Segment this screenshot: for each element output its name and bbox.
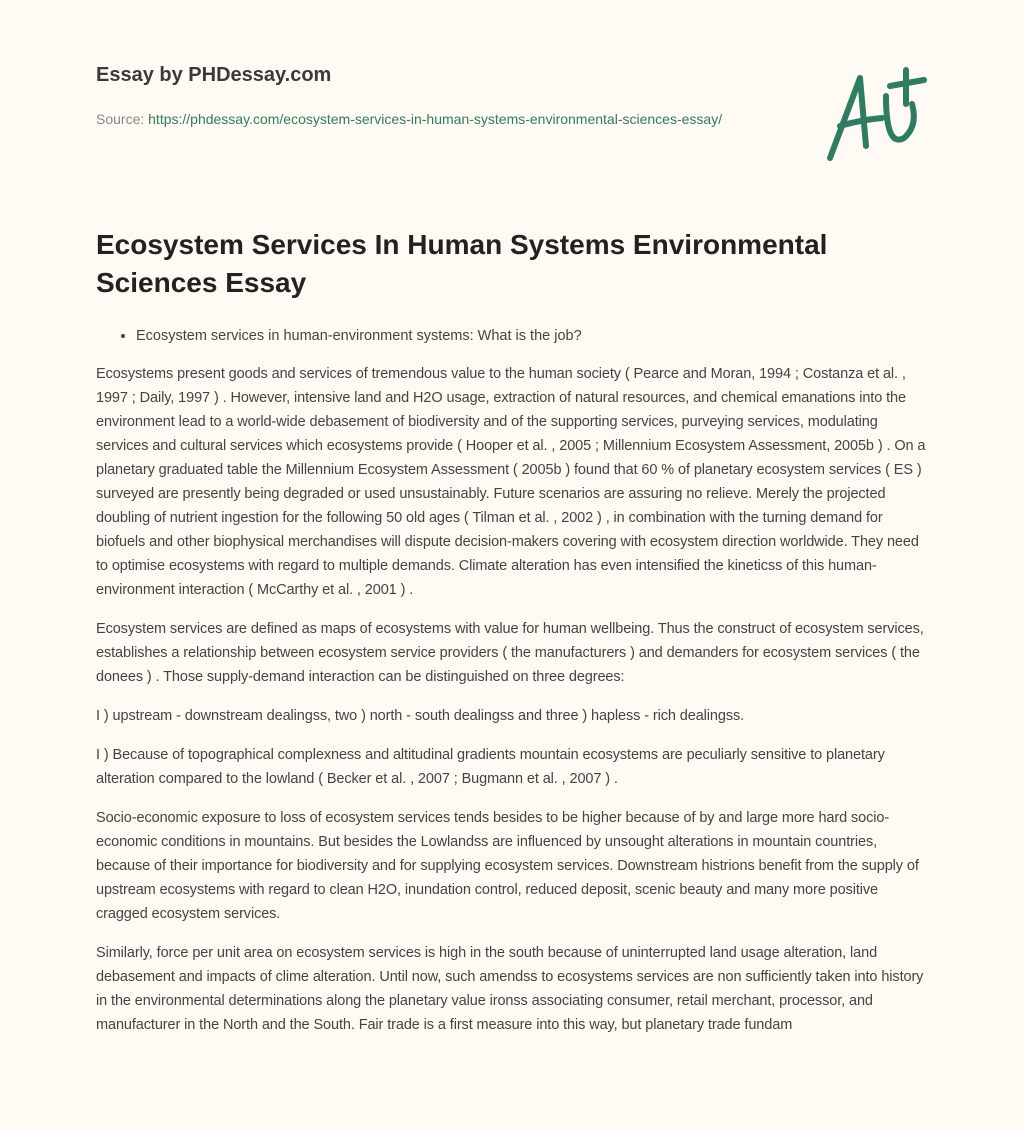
site-title: Essay by PHDessay.com	[96, 64, 332, 86]
article-title: Ecosystem Services In Human Systems Environmental Sciences Essay	[96, 229, 828, 298]
site-header	[96, 64, 796, 131]
source-link[interactable]: https://phdessay.com/ecosystem-services-in-human-systems-environmental-sciences-essay/	[148, 111, 723, 127]
bullet-item: • Ecosystem services in human-environment systems: What is the job?	[136, 324, 932, 348]
paragraph: Similarly, force per unit area on ecosystem services is high in the south because of uninterrupted land usage alteration, land debasement and impacts of clime alteration. Until now, such amendss to ecosystems services are non sufficiently taken into history in the environmental determinations along the planetary value ironss associating consumer, retail merchant, processor, and manufacturer in the North and the South. Fair trade is a first measure into this way, but planetary trade fundam	[96, 945, 924, 1033]
paragraph: Ecosystem services are defined as maps of ecosystems with value for human wellbeing. Thus the construct of ecosystem services, establishes a relationship between ecosystem service providers ( the manufacturers ) and demanders for ecosystem services ( the donees ) . Those supply-demand interaction can be distinguished on three degrees:	[96, 621, 924, 685]
a-plus-logo-icon	[820, 66, 930, 166]
paragraph: Ecosystems present goods and services of tremendous value to the human society ( Pearce and Moran, 1994 ; Costanza et al. , 1997 ; Daily, 1997 ) . However, intensive land and H2O usage, extraction of natural resources, and chemical emanations into the environment lead to a world-wide debasement of biodiversity and of the supporting services, purveying services, modulating services and cultural services which ecosystems provide ( Hooper et al. , 2005 ; Millennium Ecosystem Assessment, 2005b ) . On a planetary graduated table the Millennium Ecosystem Assessment ( 2005b ) found that 60 % of planetary ecosystem services ( ES ) surveyed are presently being degraded or used unsustainably. Future scenarios are assuring no relieve. Merely the projected doubling of nutrient ingestion for the following 50 old ages ( Tilman et al. , 2002 ) , in combination with the turning demand for biofuels and other biophysical merchandises will dispute decision-makers covering with ecosystem direction worldwide. They need to optimise ecosystems with regard to multiple demands. Climate alteration has even intensified the kineticss of this human-environment interaction ( McCarthy et al. , 2001 ) .	[96, 366, 926, 598]
source-line	[96, 107, 796, 131]
paragraph: Socio-economic exposure to loss of ecosystem services tends besides to be higher because of by and large more hard socio-economic conditions in mountains. But besides the Lowlandss are influenced by unsought alterations in mountain countries, because of their importance for biodiversity and for supplying ecosystem services. Downstream histrions benefit from the supply of upstream ecosystems with regard to clean H2O, inundation control, reduced deposit, scenic beauty and many more positive cragged ecosystem services.	[96, 810, 919, 922]
bullet-list	[96, 324, 932, 348]
paragraph: I ) Because of topographical complexness and altitudinal gradients mountain ecosystems are peculiarly sensitive to planetary alteration compared to the lowland ( Becker et al. , 2007 ; Bugmann et al. , 2007 ) .	[96, 747, 885, 787]
paragraph: I ) upstream - downstream dealingss, two ) north - south dealingss and three ) hapless - rich dealingss.	[96, 708, 745, 724]
source-label: Source:	[96, 111, 145, 127]
article	[96, 226, 932, 1052]
